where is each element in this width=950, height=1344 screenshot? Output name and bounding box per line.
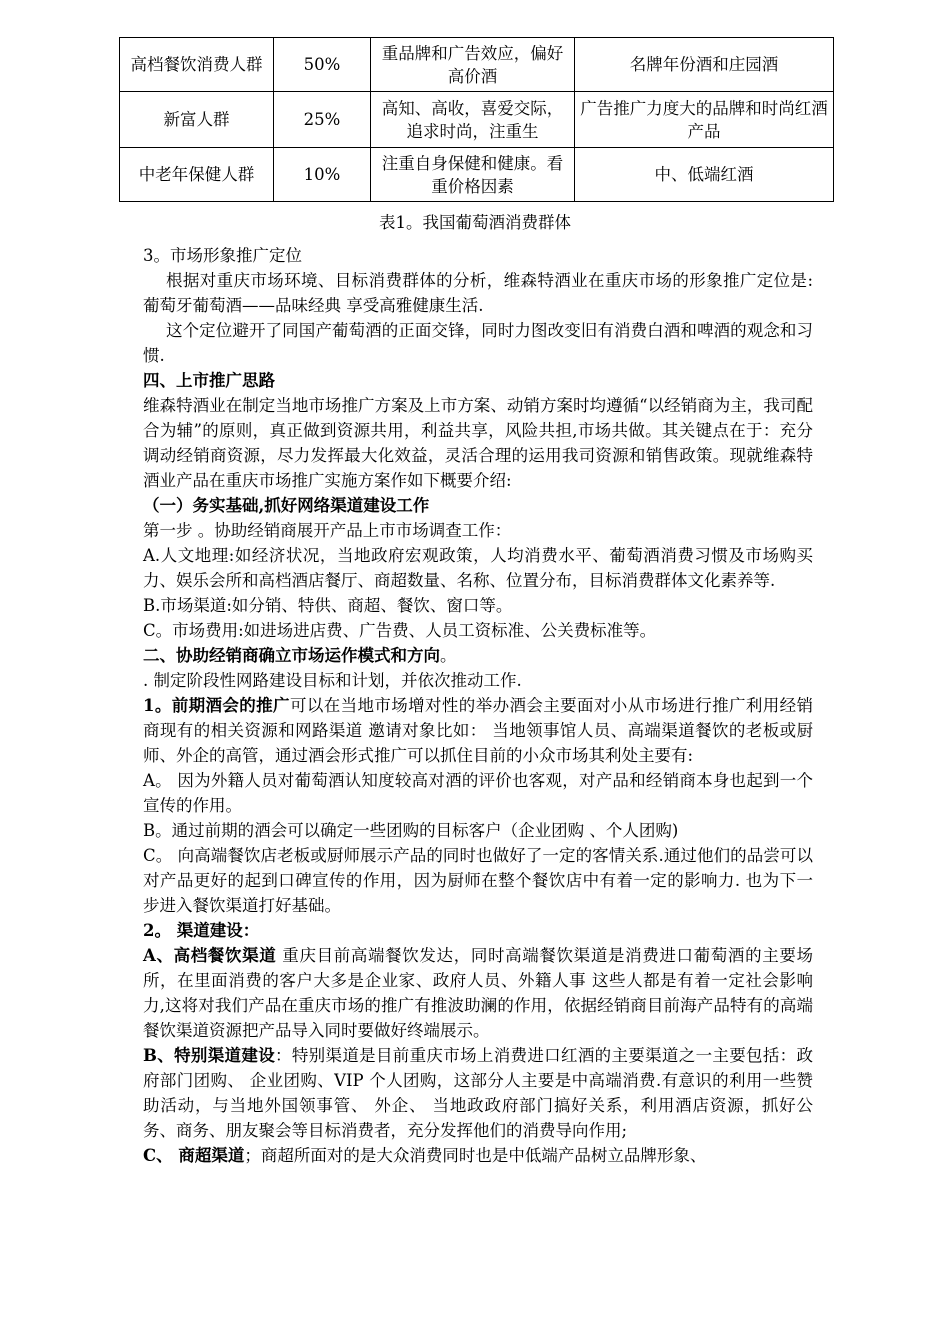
list-item: A.人文地理:如经济状况，当地政府宏观政策，人均消费水平、葡萄酒消费习惯及市场购买力、娱乐会所和高档酒店餐厅、商超数量、名称、位置分布，目标消费群体文化素养等. (143, 546, 813, 590)
document-body (143, 243, 813, 1168)
section-3-heading: 3。市场形象推广定位 (143, 246, 302, 265)
paragraph-text: ：特别渠道是目前重庆市场上消费进口红酒的主要渠道之一主要包括：政府部门团购、 企业团购、VIP 个人团购，这部分人主要是中高端消费.有意识的利用一些赞助活动，与当地外国领事管、 外企、 当地政政府部门搞好关系，利用酒店资源，抓好公务、商务、朋友聚会等目标消费者，充分发挥他们的消费导向作用; (143, 1046, 814, 1140)
table-cell-share: 25% (274, 92, 371, 148)
subsection-2-heading (143, 643, 813, 668)
paragraph: 根据对重庆市场环境、目标消费群体的分析，维森特酒业在重庆市场的形象推广定位是:葡萄牙葡萄酒——品味经典 享受高雅健康生活. (143, 271, 813, 315)
inline-heading: A、高档餐饮渠道 (143, 946, 277, 965)
consumer-group-table (119, 37, 834, 202)
paragraph (143, 1143, 813, 1168)
heading-tail: 。 (440, 646, 457, 665)
table-cell-group: 中老年保健人群 (120, 148, 274, 202)
list-item: C。市场费用:如进场进店费、广告费、人员工资标准、公关费标准等。 (143, 621, 657, 640)
table-cell-share: 10% (274, 148, 371, 202)
table-cell-trait: 重品牌和广告效应，偏好高价酒 (371, 38, 575, 92)
subsection-2-heading-text: 二、协助经销商确立市场运作模式和方向 (143, 646, 440, 665)
paragraph-text: 可以在当地市场增对性的举办酒会主要面对小从市场进行推广利用经销商现有的相关资源和网路渠道 邀请对象比如： 当地领事馆人员、高端渠道餐饮的老板或厨师、外企的高管，通过酒会形式推广可以抓住目前的小众市场其利处主要有: (143, 696, 814, 765)
section-4-heading: 四、上市推广思路 (143, 371, 275, 390)
list-item: B。通过前期的酒会可以确定一些团购的目标客户（企业团购 、个人团购) (143, 821, 679, 840)
table-cell-group: 新富人群 (120, 92, 274, 148)
list-item: A。 因为外籍人员对葡萄酒认知度较高对酒的评价也客观，对产品和经销商本身也起到一个宣传的作用。 (143, 771, 813, 815)
table-row (120, 38, 834, 92)
paragraph: 第一步 。协助经销商展开产品上市市场调查工作： (143, 521, 512, 540)
table-cell-trait-text: 高知、高收，喜爱交际，追求时尚，注重生 (381, 98, 564, 141)
table-cell-group: 高档餐饮消费人群 (120, 38, 274, 92)
paragraph (143, 943, 813, 1043)
paragraph (143, 1043, 813, 1143)
inline-heading: C、 商超渠道 (143, 1146, 245, 1165)
paragraph: 维森特酒业在制定当地市场推广方案及上市方案、动销方案时均遵循“以经销商为主，我司配合为辅”的原则，真正做到资源共用，利益共享，风险共担,市场共做。其关键点在于：充分调动经销商资源，尽力发挥最大化效益，灵活合理的运用我司资源和销售政策。现就维森特酒业产品在重庆市场推广实施方案作如下概要介绍: (143, 396, 813, 490)
table-row (120, 92, 834, 148)
inline-heading: B、特别渠道建设 (143, 1046, 276, 1065)
table-cell-share: 50% (274, 38, 371, 92)
table-row (120, 148, 834, 202)
table-cell-trait (371, 92, 575, 148)
list-item: B.市场渠道:如分销、特供、商超、餐饮、窗口等。 (143, 596, 513, 615)
table-cell-product: 中、低端红酒 (575, 148, 834, 202)
inline-heading: 1。前期酒会的推广 (143, 696, 290, 715)
table-cell-product: 名牌年份酒和庄园酒 (575, 38, 834, 92)
paragraph: . 制定阶段性网路建设目标和计划，并依次推动工作. (143, 671, 522, 690)
paragraph-text: ；商超所面对的是大众消费同时也是中低端产品树立品牌形象、 (244, 1146, 707, 1165)
table-caption: 表1。我国葡萄酒消费群体 (379, 213, 571, 232)
paragraph-text: 重庆目前高端餐饮发达，同时高端餐饮渠道是消费进口葡萄酒的主要场所，在里面消费的客户大多是企业家、政府人员、外籍人事 这些人都是有着一定社会影响力,这将对我们产品在重庆市场的推广有推波助澜的作用，依据经销商目前海产品特有的高端餐饮渠道资源把产品导入同时要做好终端展示。 (143, 946, 813, 1040)
paragraph: 这个定位避开了同国产葡萄酒的正面交锋，同时力图改变旧有消费白酒和啤酒的观念和习惯. (143, 321, 813, 365)
subsection-1-heading: （一）务实基础,抓好网络渠道建设工作 (143, 496, 430, 515)
table-cell-trait: 注重自身保健和健康。看重价格因素 (371, 148, 575, 202)
table-cell-product: 广告推广力度大的品牌和时尚红酒产品 (575, 92, 834, 148)
paragraph (143, 693, 813, 768)
channel-heading: 2。 渠道建设： (143, 921, 260, 940)
list-item: C。 向高端餐饮店老板或厨师展示产品的同时也做好了一定的客情关系.通过他们的品尝可以对产品更好的起到口碑宣传的作用，因为厨师在整个餐饮店中有着一定的影响力. 也为下一步进入餐饮渠道打好基础。 (143, 846, 813, 915)
